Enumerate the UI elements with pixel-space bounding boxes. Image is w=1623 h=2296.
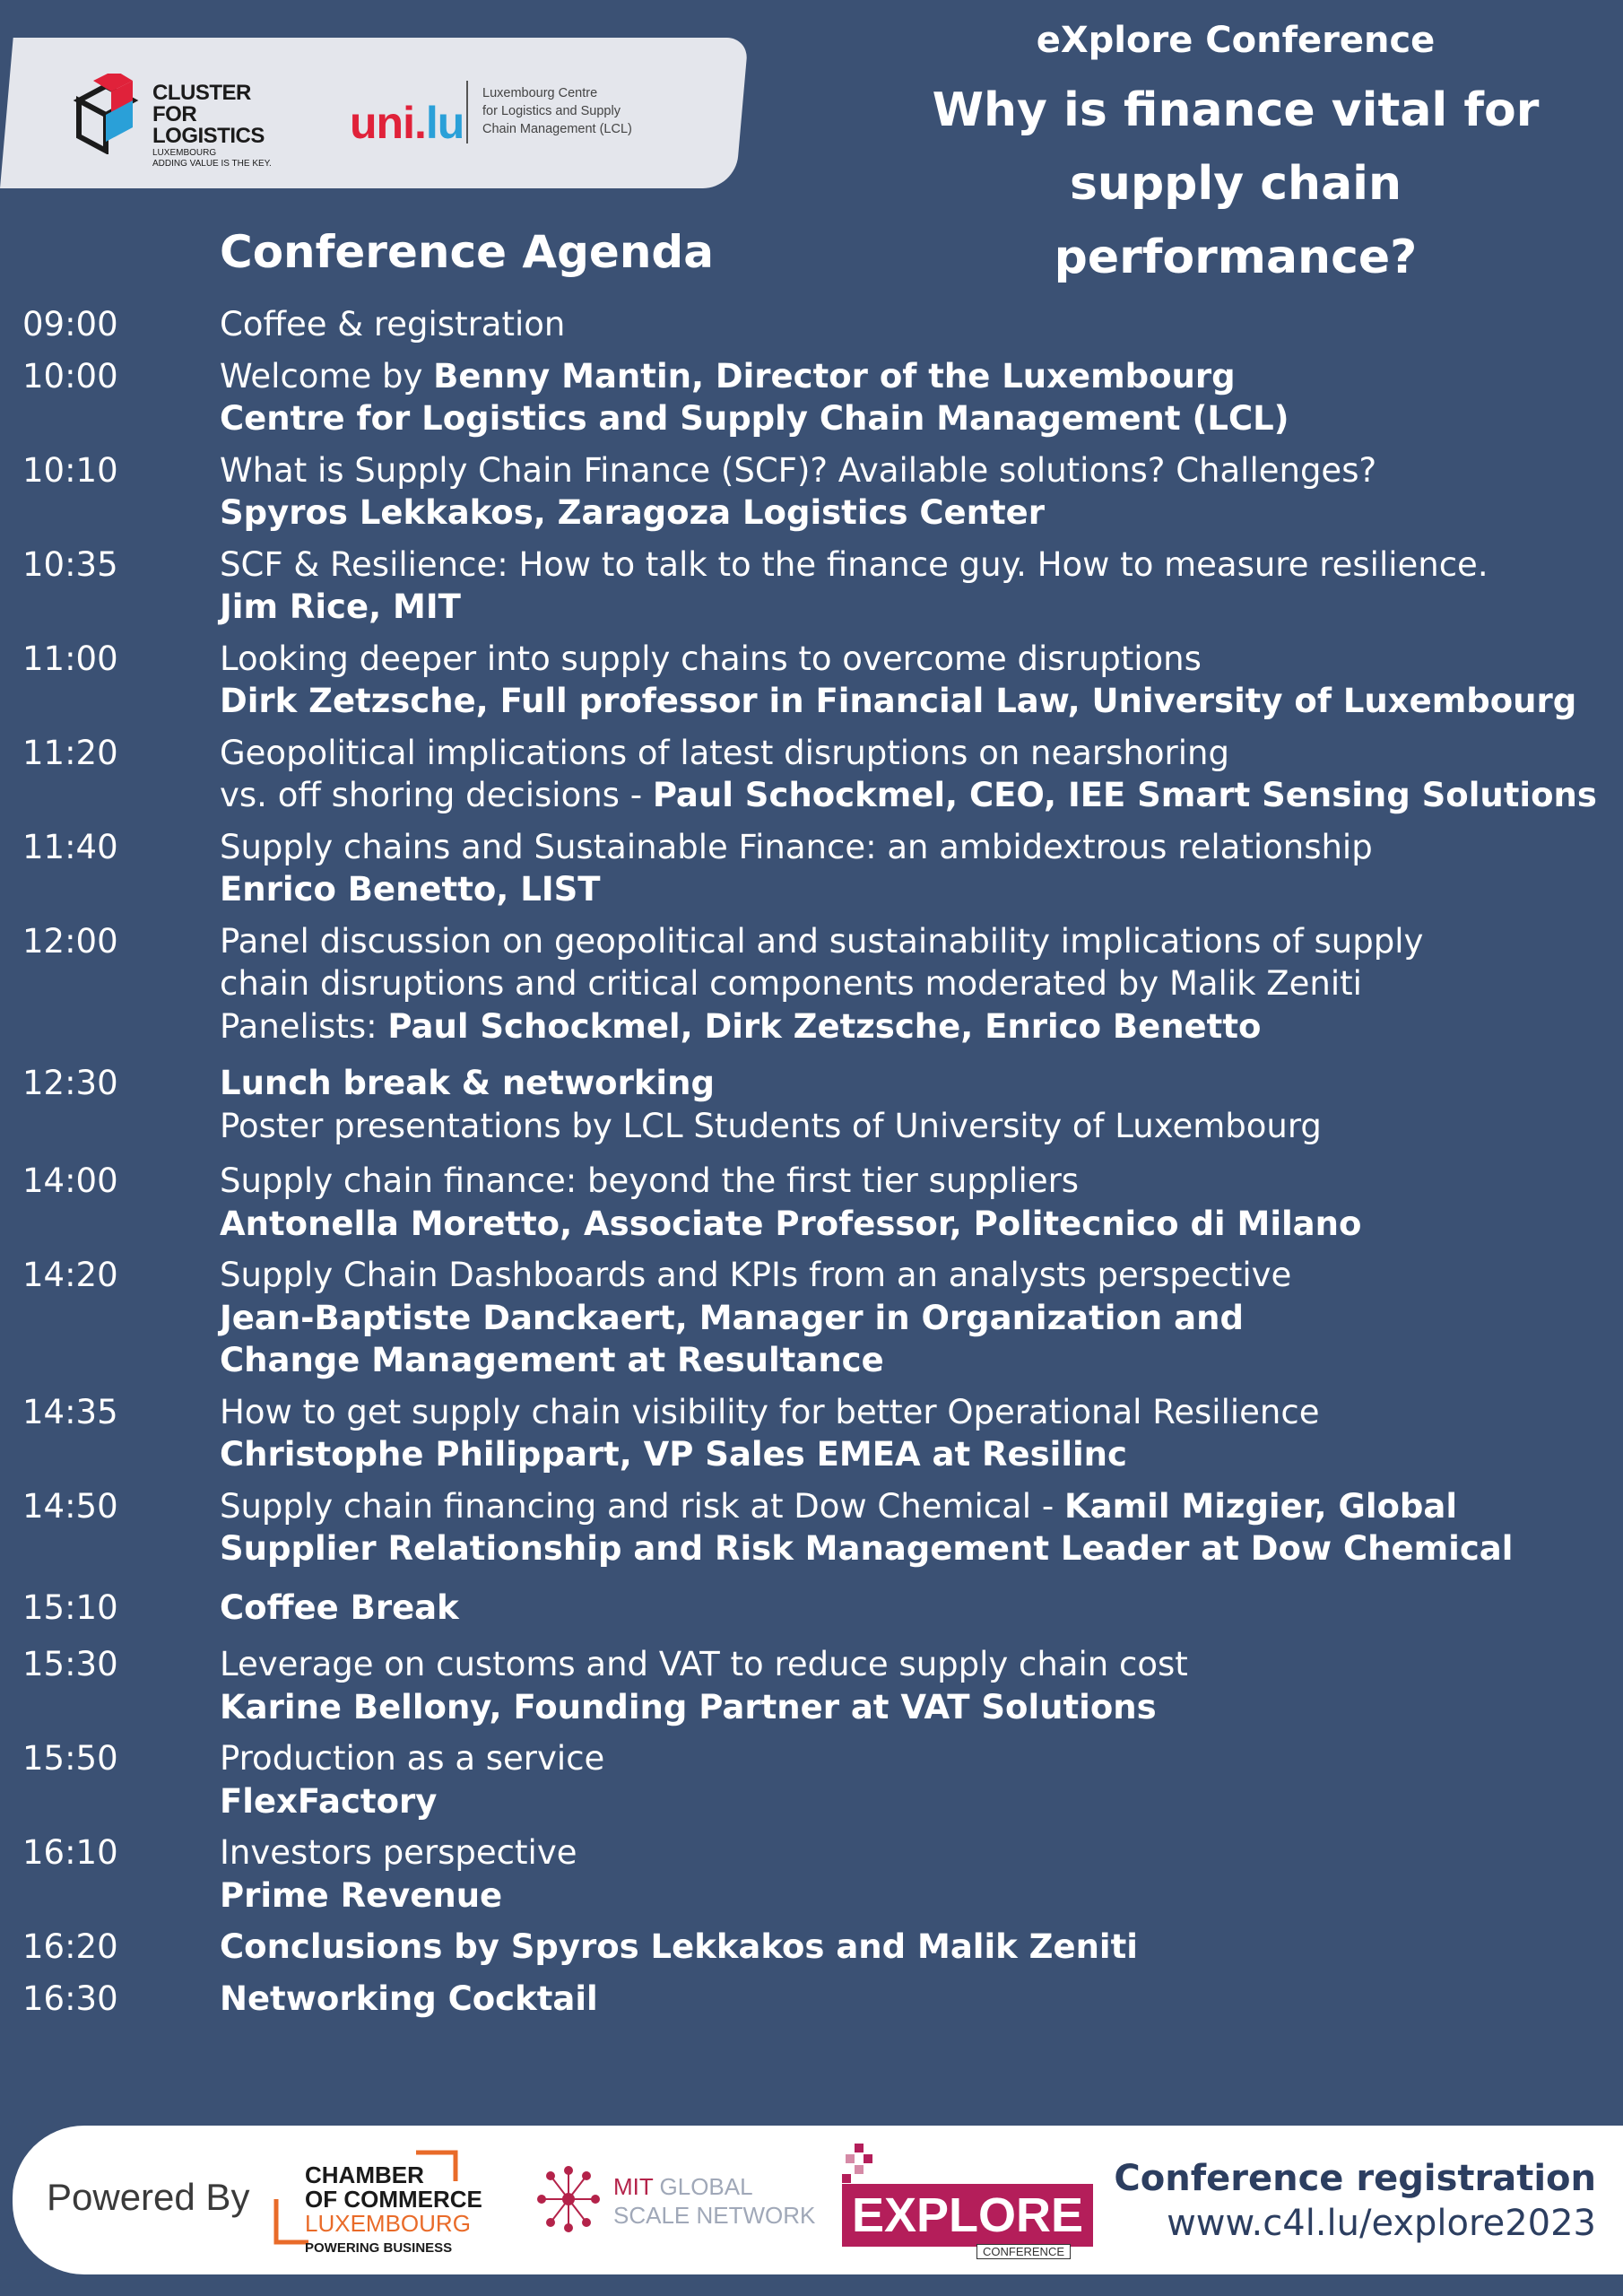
cluster-sub1: LUXEMBOURG xyxy=(152,148,217,158)
agenda-line xyxy=(220,1978,1610,2021)
agenda-item xyxy=(0,1391,1623,1476)
agenda-time: 11:40 xyxy=(22,827,118,866)
chamber-of-commerce-logo xyxy=(273,2145,506,2262)
agenda-line xyxy=(220,868,1610,911)
agenda-content xyxy=(220,826,1610,911)
agenda-line xyxy=(220,826,1610,869)
agenda-content xyxy=(220,1587,1610,1630)
agenda-item xyxy=(0,1926,1623,1969)
agenda-speaker-text: Lunch break & networking xyxy=(220,1064,715,1102)
agenda-text: How to get supply chain visibility for better Operational Resilience xyxy=(220,1392,1320,1431)
explore-logo xyxy=(824,2144,1102,2260)
agenda-line xyxy=(220,303,1610,346)
agenda-item xyxy=(0,1831,1623,1917)
agenda-line xyxy=(220,1005,1610,1048)
agenda-time: 11:20 xyxy=(22,733,118,772)
agenda-content xyxy=(220,355,1610,440)
agenda-speaker-text: Prime Revenue xyxy=(220,1875,503,1915)
agenda-content xyxy=(220,1485,1610,1570)
agenda-content xyxy=(220,1062,1610,1147)
agenda-text: Supply Chain Dashboards and KPIs from an analysts perspective xyxy=(220,1256,1292,1294)
agenda-line xyxy=(220,1643,1610,1686)
mit-network-icon xyxy=(533,2165,604,2233)
agenda-item xyxy=(0,1737,1623,1822)
agenda-item xyxy=(0,920,1623,1048)
agenda-content xyxy=(220,1978,1610,2021)
agenda-line xyxy=(220,732,1610,775)
cluster-line3: LOGISTICS xyxy=(152,124,265,148)
agenda-time: 12:00 xyxy=(22,921,118,961)
registration-info xyxy=(1114,2158,1596,2244)
agenda-time: 14:50 xyxy=(22,1486,118,1526)
agenda-line xyxy=(220,491,1610,535)
agenda-time: 14:35 xyxy=(22,1392,118,1431)
agenda-item xyxy=(0,1978,1623,2021)
agenda-item xyxy=(0,355,1623,440)
agenda-text: vs. off shoring decisions - xyxy=(220,776,653,814)
coc-line3: LUXEMBOURG xyxy=(305,2210,471,2237)
agenda-content xyxy=(220,1643,1610,1728)
mit-global-label: GLOBAL xyxy=(653,2173,753,2200)
agenda-title: Conference Agenda xyxy=(220,226,714,278)
agenda-speaker-text: Paul Schockmel, Dirk Zetzsche, Enrico Benetto xyxy=(387,1006,1262,1046)
agenda-text: Production as a service xyxy=(220,1739,605,1778)
mit-label: MIT xyxy=(613,2173,654,2200)
cluster-line2: FOR xyxy=(152,102,197,126)
agenda-speaker-text: Kamil Mizgier, Global xyxy=(1063,1486,1458,1526)
agenda-line xyxy=(220,1780,1610,1823)
logo-divider xyxy=(466,81,468,144)
lcl-line1: Luxembourg Centre xyxy=(482,86,598,100)
agenda-speaker-text: Change Management at Resultance xyxy=(220,1341,884,1379)
agenda-line xyxy=(220,774,1610,817)
agenda-line xyxy=(220,1203,1610,1246)
conference-name: eXplore Conference xyxy=(1036,20,1436,61)
agenda-line xyxy=(220,544,1610,587)
agenda-line xyxy=(220,680,1610,723)
agenda-text: Investors perspective xyxy=(220,1833,577,1872)
agenda-text: Supply chain financing and risk at Dow Chemical - xyxy=(220,1486,1064,1526)
lcl-line3: Chain Management (LCL) xyxy=(482,122,632,136)
agenda-line xyxy=(220,920,1610,963)
agenda-time: 14:20 xyxy=(22,1256,118,1294)
agenda-time: 15:10 xyxy=(22,1587,118,1627)
agenda-time: 16:10 xyxy=(22,1833,118,1872)
lcl-logo-text xyxy=(482,84,632,138)
agenda-speaker-text: Centre for Logistics and Supply Chain Management (LCL) xyxy=(220,399,1289,438)
cluster-for-logistics-logo xyxy=(70,74,145,154)
registration-url[interactable]: www.c4l.lu/explore2023 xyxy=(1167,2203,1596,2244)
agenda-line xyxy=(220,1587,1610,1630)
agenda-time: 15:30 xyxy=(22,1645,118,1683)
agenda-speaker-text: Antonella Moretto, Associate Professor, Politecnico di Milano xyxy=(220,1204,1362,1243)
agenda-speaker-text: Coffee Break xyxy=(220,1587,459,1627)
agenda-line xyxy=(220,1105,1610,1148)
agenda-speaker-text: FlexFactory xyxy=(220,1781,438,1821)
agenda-line xyxy=(220,1254,1610,1297)
agenda-item xyxy=(0,1160,1623,1245)
agenda-line xyxy=(220,638,1610,681)
agenda-time: 16:20 xyxy=(22,1927,118,1966)
coc-line2: OF COMMERCE xyxy=(305,2186,482,2213)
agenda-time: 11:00 xyxy=(22,639,118,678)
agenda-line xyxy=(220,1926,1610,1969)
agenda-time: 10:10 xyxy=(22,450,118,490)
agenda-content xyxy=(220,1926,1610,1969)
agenda-text: What is Supply Chain Finance (SCF)? Available solutions? Challenges? xyxy=(220,450,1377,490)
agenda-content xyxy=(220,544,1610,629)
agenda-content xyxy=(220,1391,1610,1476)
agenda-text: Poster presentations by LCL Students of University of Luxembourg xyxy=(220,1106,1322,1145)
agenda-line xyxy=(220,1062,1610,1105)
agenda-text: Panel discussion on geopolitical and sustainability implications of supply xyxy=(220,921,1424,961)
agenda-text: Geopolitical implications of latest disruptions on nearshoring xyxy=(220,733,1229,772)
agenda-text: Supply chains and Sustainable Finance: an ambidextrous relationship xyxy=(220,827,1373,866)
agenda-speaker-text: Christophe Philippart, VP Sales EMEA at Resilinc xyxy=(220,1435,1127,1474)
agenda-text: Leverage on customs and VAT to reduce supply chain cost xyxy=(220,1645,1188,1683)
agenda-time: 14:00 xyxy=(22,1161,118,1200)
partner-logos xyxy=(0,38,735,188)
agenda-content xyxy=(220,1737,1610,1822)
agenda-speaker-text: Jean-Baptiste Danckaert, Manager in Organization and xyxy=(220,1298,1244,1337)
agenda-item xyxy=(0,732,1623,817)
cluster-line1: CLUSTER xyxy=(152,81,251,105)
lcl-line2: for Logistics and Supply xyxy=(482,104,621,118)
agenda-content xyxy=(220,1254,1610,1382)
unilu-logo xyxy=(350,98,464,148)
agenda-time: 15:50 xyxy=(22,1739,118,1778)
agenda-item xyxy=(0,1643,1623,1728)
agenda-item xyxy=(0,544,1623,629)
agenda-item xyxy=(0,638,1623,723)
agenda-line xyxy=(220,397,1610,440)
agenda-speaker-text: Supplier Relationship and Risk Management Leader at Dow Chemical xyxy=(220,1529,1514,1568)
agenda-line xyxy=(220,355,1610,398)
agenda-content xyxy=(220,638,1610,723)
explore-word: EXPLORE xyxy=(842,2184,1093,2247)
agenda-speaker-text: Karine Bellony, Founding Partner at VAT Solutions xyxy=(220,1687,1157,1726)
agenda-time: 10:35 xyxy=(22,544,118,584)
agenda-text: Looking deeper into supply chains to overcome disruptions xyxy=(220,639,1202,678)
agenda-item xyxy=(0,1254,1623,1382)
agenda-speaker-text: Enrico Benetto, LIST xyxy=(220,870,601,909)
agenda-line xyxy=(220,586,1610,629)
agenda-line xyxy=(220,449,1610,492)
agenda-speaker-text: Spyros Lekkakos, Zaragoza Logistics Center xyxy=(220,493,1045,532)
mit-global-scale-network-logo xyxy=(533,2165,816,2237)
agenda-time: 10:00 xyxy=(22,356,118,396)
header-title xyxy=(895,20,1576,294)
agenda-line xyxy=(220,1874,1610,1918)
agenda-item xyxy=(0,1485,1623,1570)
agenda-content xyxy=(220,1831,1610,1917)
agenda-speaker-text: Dirk Zetzsche, Full professor in Financial Law, University of Luxembourg xyxy=(220,682,1577,720)
mit-line2: SCALE NETWORK xyxy=(613,2202,816,2229)
footer xyxy=(13,2126,1623,2274)
agenda-time: 09:00 xyxy=(22,305,118,344)
agenda-item xyxy=(0,303,1623,346)
unilu-lu: lu xyxy=(425,98,464,148)
agenda-speaker-text: Conclusions by Spyros Lekkakos and Malik Zeniti xyxy=(220,1927,1138,1966)
agenda-content xyxy=(220,449,1610,535)
agenda-list xyxy=(0,303,1623,2020)
agenda-line xyxy=(220,1339,1610,1382)
agenda-content xyxy=(220,1160,1610,1245)
explore-sub: CONFERENCE xyxy=(976,2244,1071,2259)
agenda-text: Welcome by xyxy=(220,356,434,396)
agenda-text: Supply chain finance: beyond the first tier suppliers xyxy=(220,1161,1080,1200)
agenda-line xyxy=(220,1686,1610,1729)
cluster-sub2: ADDING VALUE IS THE KEY. xyxy=(152,159,272,169)
agenda-speaker-text: Jim Rice, MIT xyxy=(220,587,461,626)
agenda-line xyxy=(220,1297,1610,1340)
question-line2: supply chain performance? xyxy=(1054,157,1418,284)
agenda-item xyxy=(0,1587,1623,1630)
agenda-item xyxy=(0,449,1623,535)
registration-title: Conference registration xyxy=(1114,2158,1596,2199)
agenda-line xyxy=(220,1485,1610,1528)
agenda-content xyxy=(220,920,1610,1048)
agenda-item xyxy=(0,826,1623,911)
agenda-item xyxy=(0,1062,1623,1147)
agenda-time: 12:30 xyxy=(22,1064,118,1102)
agenda-line xyxy=(220,1433,1610,1476)
cluster-for-logistics-text xyxy=(152,83,272,169)
agenda-line xyxy=(220,1737,1610,1780)
powered-by-label: Powered By xyxy=(47,2176,250,2218)
agenda-text: SCF & Resilience: How to talk to the finance guy. How to measure resilience. xyxy=(220,544,1488,584)
agenda-text: Coffee & registration xyxy=(220,305,566,344)
explore-pixel-icon xyxy=(842,2144,878,2185)
agenda-text: chain disruptions and critical components moderated by Malik Zeniti xyxy=(220,964,1362,1003)
agenda-speaker-text: Paul Schockmel, CEO, IEE Smart Sensing Solutions xyxy=(652,776,1597,814)
agenda-line xyxy=(220,962,1610,1005)
unilu-uni: uni. xyxy=(350,98,426,148)
agenda-content xyxy=(220,303,1610,346)
agenda-line xyxy=(220,1831,1610,1874)
agenda-text: Panelists: xyxy=(220,1006,388,1046)
coc-line1: CHAMBER xyxy=(305,2161,424,2188)
agenda-time: 16:30 xyxy=(22,1979,118,2018)
agenda-line xyxy=(220,1527,1610,1570)
question-line1: Why is finance vital for xyxy=(932,83,1540,137)
agenda-content xyxy=(220,732,1610,817)
agenda-speaker-text: Benny Mantin, Director of the Luxembourg xyxy=(433,356,1236,396)
agenda-line xyxy=(220,1391,1610,1434)
agenda-line xyxy=(220,1160,1610,1203)
agenda-speaker-text: Networking Cocktail xyxy=(220,1979,598,2018)
coc-line4: POWERING BUSINESS xyxy=(305,2240,453,2256)
